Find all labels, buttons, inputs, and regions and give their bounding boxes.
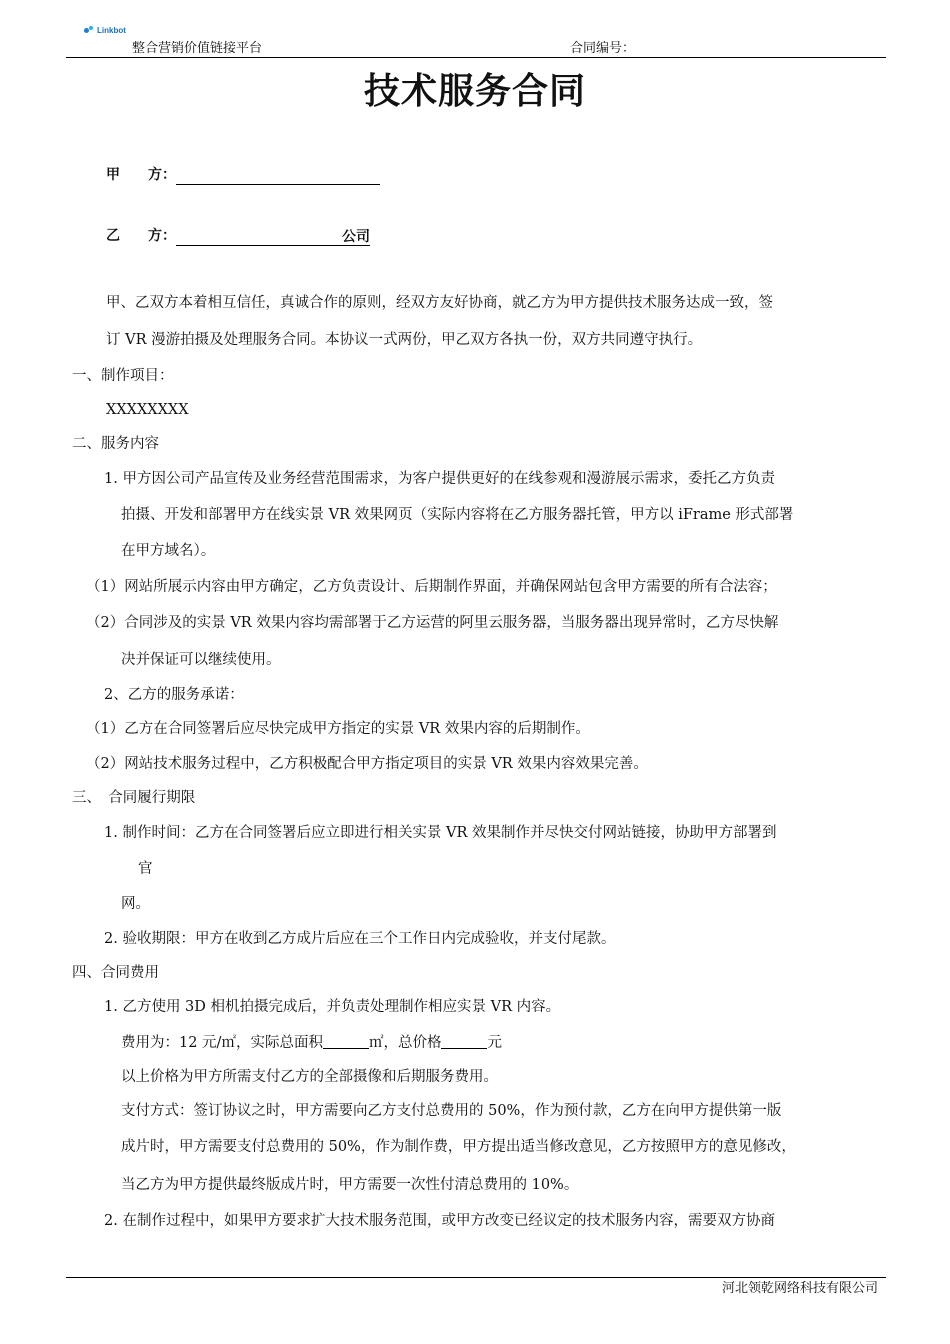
section-3-heading: 三、 合同履行期限	[72, 790, 196, 806]
document-title: 技术服务合同	[363, 71, 586, 112]
company-logo	[84, 24, 126, 36]
area-blank	[323, 1032, 369, 1049]
section-2-item-1-sub-2-line-1: （2）合同涉及的实景 VR 效果内容均需部署于乙方运营的阿里云服务器，当服务器出现异常时，乙方尽快解	[86, 615, 779, 631]
header-contract-number: 合同编号：	[570, 41, 636, 56]
section-3-item-2: 2. 验收期限：甲方在收到乙方成片后应在三个工作日内完成验收，并支付尾款。	[104, 931, 616, 947]
section-2-item-1-line-1: 1. 甲方因公司产品宣传及业务经营范围需求，为客户提供更好的在线参观和漫游展示需求，委托乙方负责	[104, 471, 775, 487]
section-2-item-1-sub-2-line-2: 决并保证可以继续使用。	[121, 652, 281, 668]
section-4-heading: 四、合同费用	[72, 965, 159, 981]
price-blank	[441, 1032, 487, 1049]
section-2-item-1-line-3: 在甲方域名）。	[121, 543, 216, 559]
intro-line-2: 订 VR 漫游拍摄及处理服务合同。本协议一式两份，甲乙双方各执一份，双方共同遵守执行。	[106, 332, 703, 348]
logo-text: Linkbot	[97, 25, 126, 35]
party-b-suffix: 公司	[342, 229, 370, 245]
section-4-payment-line-2: 成片时，甲方需要支付总费用的 50%，作为制作费，甲方提出适当修改意见，乙方按照甲方的意见修改，	[121, 1139, 796, 1155]
party-b	[106, 226, 370, 246]
section-3-item-1-line-2: 官	[138, 861, 153, 877]
party-b-label: 乙 方：	[106, 228, 176, 244]
section-1-heading: 一、制作项目：	[72, 368, 174, 384]
intro-line-1: 甲、乙双方本着相互信任，真诚合作的原则，经双方友好协商，就乙方为甲方提供技术服务达成一致，签	[106, 295, 773, 311]
section-2-item-1-sub-1: （1）网站所展示内容由甲方确定，乙方负责设计、后期制作界面，并确保网站包含甲方需要的所有合法容；	[86, 579, 777, 595]
header-rule	[66, 57, 886, 58]
section-2-heading: 二、服务内容	[72, 436, 159, 452]
section-3-item-1-line-1: 1. 制作时间：乙方在合同签署后应立即进行相关实景 VR 效果制作并尽快交付网站链接，协助甲方部署到	[104, 825, 777, 841]
section-1-item: XXXXXXXX	[106, 402, 189, 418]
section-4-fee-line	[121, 1032, 502, 1053]
section-2-item-2-sub-2: （2）网站技术服务过程中，乙方积极配合甲方指定项目的实景 VR 效果内容效果完善。	[86, 756, 648, 772]
party-a	[106, 165, 380, 185]
fee-area-unit: ㎡，总价格	[368, 1035, 442, 1051]
logo-icon	[84, 26, 94, 34]
section-2-item-2-sub-1: （1）乙方在合同签署后应尽快完成甲方指定的实景 VR 效果内容的后期制作。	[86, 721, 590, 737]
section-4-payment-line-3: 当乙方为甲方提供最终版成片时，甲方需要一次性付清总费用的 10%。	[121, 1177, 579, 1193]
fee-currency: 元	[487, 1035, 502, 1051]
section-4-item-2: 2. 在制作过程中，如果甲方要求扩大技术服务范围，或甲方改变已经议定的技术服务内容，需要双方协商	[104, 1213, 775, 1229]
section-4-total-note: 以上价格为甲方所需支付乙方的全部摄像和后期服务费用。	[121, 1069, 498, 1085]
footer-rule	[66, 1277, 886, 1278]
section-2-item-2: 2、乙方的服务承诺：	[104, 687, 244, 703]
fee-label: 费用为：12 元/㎡，实际总面积	[121, 1035, 323, 1051]
section-3-item-1-line-3: 网。	[121, 896, 150, 912]
party-a-blank	[176, 166, 380, 185]
party-b-blank	[176, 227, 370, 246]
header-platform-name: 整合营销价值链接平台	[132, 41, 263, 56]
section-2-item-1-line-2: 拍摄、开发和部署甲方在线实景 VR 效果网页（实际内容将在乙方服务器托管，甲方以 iFrame 形式部署	[121, 507, 794, 523]
section-4-payment-line-1: 支付方式：签订协议之时，甲方需要向乙方支付总费用的 50%，作为预付款，乙方在向甲方提供第一版	[121, 1103, 782, 1119]
party-a-label: 甲 方：	[106, 167, 176, 183]
footer-company-name: 河北领乾网络科技有限公司	[721, 1281, 878, 1296]
section-4-item-1: 1. 乙方使用 3D 相机拍摄完成后，并负责处理制作相应实景 VR 内容。	[104, 999, 561, 1015]
